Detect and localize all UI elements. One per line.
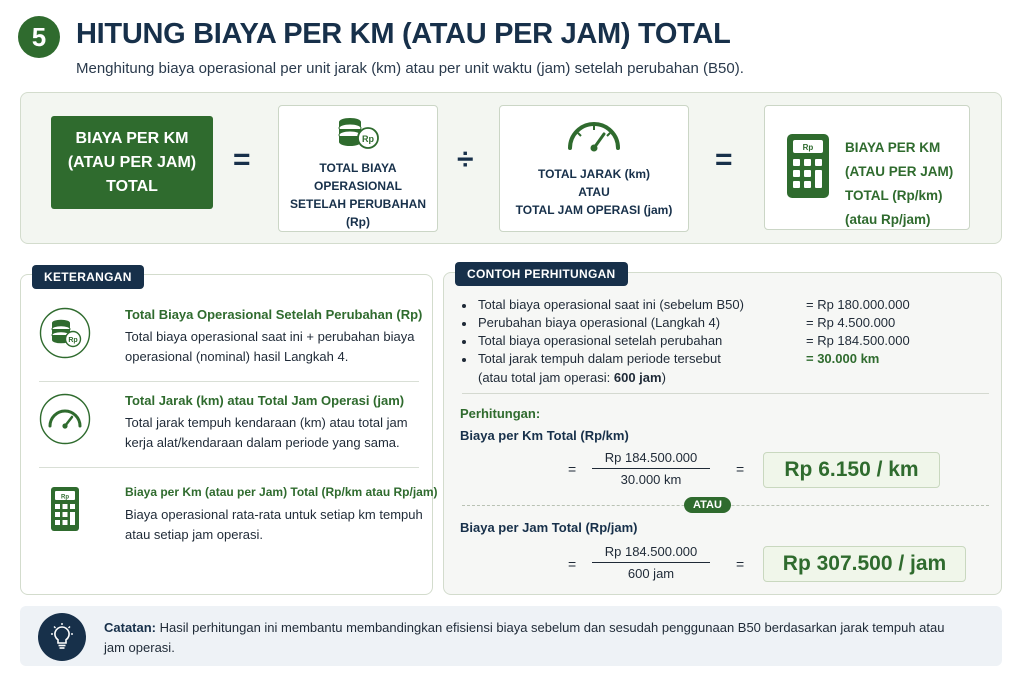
per-jam-title: Biaya per Jam Total (Rp/jam)	[460, 520, 638, 535]
example-value: = Rp 4.500.000	[806, 315, 896, 330]
card-line: TOTAL BIAYA	[319, 161, 397, 175]
per-km-title: Biaya per Km Total (Rp/km)	[460, 428, 629, 443]
speedometer-icon	[39, 393, 91, 445]
step-number-badge: 5	[18, 16, 60, 58]
equals-sign: =	[568, 556, 577, 572]
result-card-label	[845, 136, 953, 232]
per-km-fraction	[592, 450, 710, 487]
per-km-result: Rp 6.150 / km	[763, 452, 940, 488]
formula-result-line: (ATAU PER JAM)	[67, 153, 197, 171]
card-line: TOTAL (Rp/km)	[845, 188, 943, 203]
formula-result-box	[51, 116, 213, 209]
note-bar	[20, 606, 1002, 666]
example-row: Total biaya operasional setelah perubahan	[462, 333, 722, 348]
keterangan-item-desc: Biaya operasional rata-rata untuk setiap km tempuh atau setiap jam operasi.	[125, 507, 423, 542]
equals-sign: =	[568, 461, 577, 477]
page-title: HITUNG BIAYA PER KM (ATAU PER JAM) TOTAL	[76, 18, 731, 50]
speedometer-icon	[564, 118, 624, 154]
example-row: Total jarak tempuh dalam periode tersebut	[462, 351, 721, 366]
divider	[39, 381, 419, 382]
denominator: 30.000 km	[620, 472, 682, 487]
svg-text:Rp: Rp	[362, 134, 374, 144]
formula-result-line: TOTAL	[106, 177, 158, 195]
coins-icon	[328, 114, 388, 154]
keterangan-item-title: Total Biaya Operasional Setelah Perubahan (Rp)	[125, 307, 423, 322]
atau-badge: ATAU	[684, 497, 731, 513]
keterangan-item-title: Total Jarak (km) atau Total Jam Operasi (jam)	[125, 393, 405, 408]
formula-panel	[20, 92, 1002, 244]
formula-result-line: BIAYA PER KM	[75, 129, 189, 147]
per-jam-fraction	[592, 544, 710, 581]
example-value: = 30.000 km	[806, 351, 880, 366]
divider	[39, 467, 419, 468]
card-line: TOTAL JARAK (km)	[537, 167, 650, 181]
card-line: BIAYA PER KM	[845, 140, 941, 155]
equals-sign: =	[233, 143, 251, 176]
result-card	[764, 105, 970, 230]
example-row-sub: (atau total jam operasi: 600 jam)	[478, 370, 666, 385]
keterangan-item-title: Biaya per Km (atau per Jam) Total (Rp/km atau Rp/jam)	[125, 485, 438, 499]
lightbulb-icon	[38, 613, 86, 661]
calculator-icon	[39, 485, 91, 537]
svg-text:Rp: Rp	[68, 337, 78, 344]
keterangan-item-desc: Total biaya operasional saat ini + perubahan biaya operasional (nominal) hasil Langkah 4.	[125, 329, 415, 364]
svg-text:Rp: Rp	[802, 143, 814, 152]
calculator-icon	[783, 132, 833, 202]
equals-sign: =	[736, 461, 745, 477]
svg-text:Rp: Rp	[61, 494, 69, 501]
total-distance-card	[499, 105, 689, 232]
divide-sign: ÷	[457, 143, 474, 176]
divider	[462, 393, 989, 394]
numerator: Rp 184.500.000	[604, 450, 698, 465]
keterangan-panel	[20, 274, 438, 595]
example-value: = Rp 184.500.000	[806, 333, 910, 348]
card-line: (atau Rp/jam)	[845, 212, 931, 227]
coins-icon	[39, 307, 91, 359]
equals-sign: =	[736, 556, 745, 572]
page-subtitle: Menghitung biaya operasional per unit jarak (km) atau per unit waktu (jam) setelah perubahan (B50).	[76, 60, 744, 77]
denominator: 600 jam	[627, 566, 675, 581]
keterangan-label: KETERANGAN	[32, 265, 144, 289]
card-line: (Rp)	[346, 215, 370, 229]
calculation-panel	[443, 272, 1002, 595]
example-row: Perubahan biaya operasional (Langkah 4)	[462, 315, 720, 330]
example-row: Total biaya operasional saat ini (sebelum B50)	[462, 297, 744, 312]
total-cost-card	[278, 105, 438, 232]
numerator: Rp 184.500.000	[604, 544, 698, 559]
contoh-label: CONTOH PERHITUNGAN	[455, 262, 628, 286]
keterangan-item-desc: Total jarak tempuh kendaraan (km) atau total jam kerja alat/kendaraan dalam periode yang sama.	[125, 415, 408, 450]
per-jam-result: Rp 307.500 / jam	[763, 546, 966, 582]
card-line: TOTAL JAM OPERASI (jam)	[515, 203, 673, 217]
equals-sign-2: =	[715, 143, 733, 176]
card-line: SETELAH PERUBAHAN	[289, 197, 426, 211]
perhitungan-label: Perhitungan:	[460, 406, 541, 421]
card-line: OPERASIONAL	[313, 179, 402, 193]
card-line: (ATAU PER JAM)	[845, 164, 954, 179]
example-value: = Rp 180.000.000	[806, 297, 910, 312]
card-line: ATAU	[578, 185, 610, 199]
note-text: Catatan: Hasil perhitungan ini membantu membandingkan efisiensi biaya sebelum dan sesudah penggunaan B50 berdasarkan jarak tempuh atau jam operasi.	[104, 620, 945, 655]
